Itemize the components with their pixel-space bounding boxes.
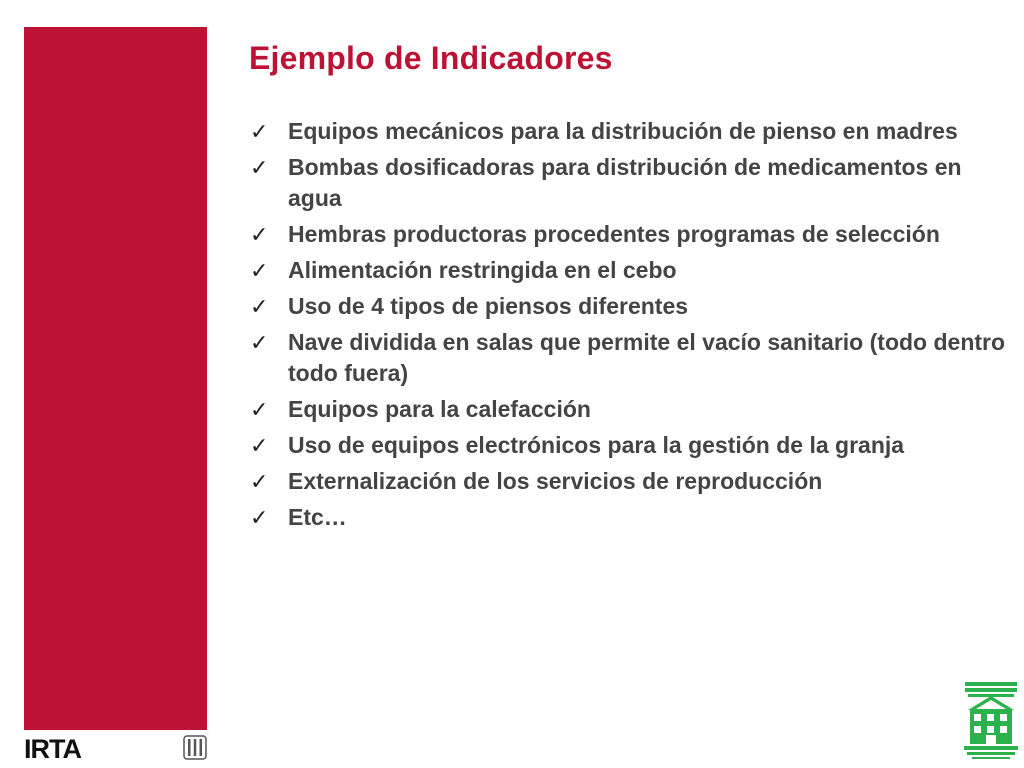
checkmark-icon: ✓ bbox=[250, 397, 269, 422]
checkmark-icon: ✓ bbox=[250, 505, 269, 530]
event-logo-icon bbox=[962, 680, 1020, 762]
list-item bbox=[250, 291, 1020, 322]
list-item bbox=[250, 502, 1020, 533]
list-item bbox=[250, 152, 1020, 214]
list-item-text: Equipos mecánicos para la distribución de pienso en madres bbox=[288, 118, 958, 144]
checkmark-icon: ✓ bbox=[250, 155, 269, 180]
list-item-text: Etc… bbox=[288, 504, 347, 530]
checkmark-icon: ✓ bbox=[250, 119, 269, 144]
list-item-text: Nave dividida en salas que permite el vacío sanitario (todo dentro todo fuera) bbox=[288, 329, 1006, 386]
checkmark-icon: ✓ bbox=[250, 330, 269, 355]
list-item-text: Equipos para la calefacción bbox=[288, 396, 591, 422]
list-item bbox=[250, 255, 1020, 286]
list-item bbox=[250, 430, 1020, 461]
list-item bbox=[250, 327, 1020, 389]
checkmark-icon: ✓ bbox=[250, 294, 269, 319]
list-item-text: Hembras productoras procedentes programas de selección bbox=[288, 221, 940, 247]
slide-title: Ejemplo de Indicadores bbox=[249, 40, 613, 76]
list-item-text: Uso de equipos electrónicos para la gestión de la granja bbox=[288, 432, 905, 458]
checkmark-icon: ✓ bbox=[250, 258, 269, 283]
list-item bbox=[250, 466, 1020, 497]
bullet-list bbox=[250, 116, 1020, 538]
list-item bbox=[250, 116, 1020, 147]
generalitat-logo-icon bbox=[183, 735, 207, 761]
list-item bbox=[250, 394, 1020, 425]
checkmark-icon: ✓ bbox=[250, 222, 269, 247]
list-item-text: Alimentación restringida en el cebo bbox=[288, 257, 677, 283]
checkmark-icon: ✓ bbox=[250, 433, 269, 458]
red-side-band bbox=[24, 27, 207, 730]
list-item-text: Uso de 4 tipos de piensos diferentes bbox=[288, 293, 689, 319]
list-item bbox=[250, 219, 1020, 250]
checkmark-icon: ✓ bbox=[250, 469, 269, 494]
list-item-text: Externalización de los servicios de reproducción bbox=[288, 468, 823, 494]
list-item-text: Bombas dosificadoras para distribución de medicamentos en agua bbox=[288, 154, 962, 211]
irta-logo: IRTA bbox=[24, 734, 81, 764]
